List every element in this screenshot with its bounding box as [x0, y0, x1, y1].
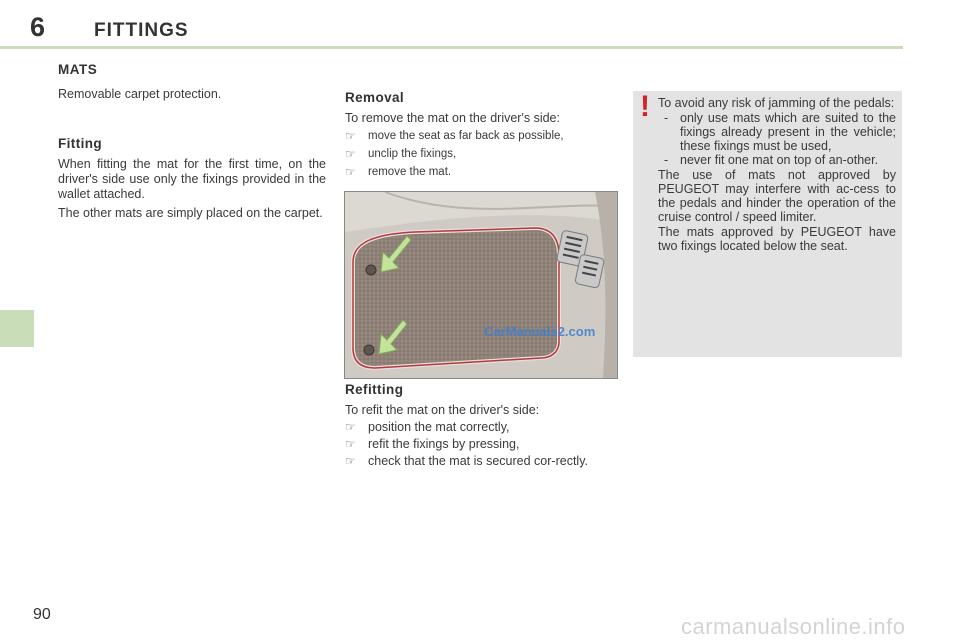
hand-pointer-icon: ☞	[345, 454, 356, 468]
warning-box	[633, 91, 902, 357]
fitting-section	[58, 136, 326, 225]
list-item: - only use mats which are suited to the fixings already present in the vehicle; these fixings must be used,	[664, 111, 896, 153]
removal-section	[345, 90, 617, 183]
refitting-heading: Refitting	[345, 382, 404, 397]
footer-site[interactable]: carmanualsonline.info	[681, 614, 906, 639]
removal-heading: Removal	[345, 90, 405, 105]
removal-lead: To remove the mat on the driver's side:	[345, 111, 560, 125]
list-item: ☞ move the seat as far back as possible,	[345, 129, 564, 143]
warning-list	[658, 111, 896, 167]
section-title: MATS	[58, 62, 98, 77]
fitting-heading: Fitting	[58, 136, 103, 151]
list-item: ☞ unclip the fixings,	[345, 147, 457, 161]
list-item: ☞ remove the mat.	[345, 165, 452, 179]
section-intro: Removable carpet protection.	[58, 87, 222, 101]
warning-intro: To avoid any risk of jamming of the pedals:	[658, 96, 895, 110]
page-number: 90	[33, 606, 51, 623]
fitting-paragraph: When fitting the mat for the first time, on the driver's side use only the fixings provided in the wallet attached.	[58, 157, 326, 201]
hand-pointer-icon: ☞	[345, 165, 356, 179]
removal-steps	[345, 129, 617, 180]
list-item: - never fit one mat on top of an-other.	[664, 153, 879, 167]
refitting-section	[345, 382, 617, 471]
list-item: ☞ position the mat correctly,	[345, 420, 510, 434]
fitting-paragraph: The other mats are simply placed on the carpet.	[58, 206, 323, 220]
mat-illustration	[345, 192, 617, 378]
list-item: ☞ refit the fixings by pressing,	[345, 437, 520, 451]
mat-fixing	[364, 345, 374, 355]
warning-text	[658, 96, 896, 254]
chapter-side-tab	[0, 310, 34, 347]
photo-watermark: CarManuals2.com	[484, 324, 596, 339]
list-item: ☞ check that the mat is secured cor-rectly.	[345, 454, 588, 468]
refitting-steps	[345, 420, 617, 469]
chapter-title: FITTINGS	[94, 20, 189, 41]
hand-pointer-icon: ☞	[345, 420, 356, 434]
warning-paragraph: The mats approved by PEUGEOT have two fixings located below the seat.	[658, 225, 896, 253]
mat-fixing	[366, 265, 376, 275]
warning-paragraph: The use of mats not approved by PEUGEOT may interfere with ac-cess to the pedals and hinder the operation of the cruise control / speed limiter.	[658, 168, 896, 224]
mat-photo	[344, 191, 618, 379]
hand-pointer-icon: ☞	[345, 147, 356, 161]
header-rule	[0, 46, 903, 49]
exclamation-icon: !	[640, 90, 650, 123]
hand-pointer-icon: ☞	[345, 129, 356, 143]
hand-pointer-icon: ☞	[345, 437, 356, 451]
refitting-lead: To refit the mat on the driver's side:	[345, 403, 540, 417]
chapter-number: 6	[30, 12, 46, 42]
